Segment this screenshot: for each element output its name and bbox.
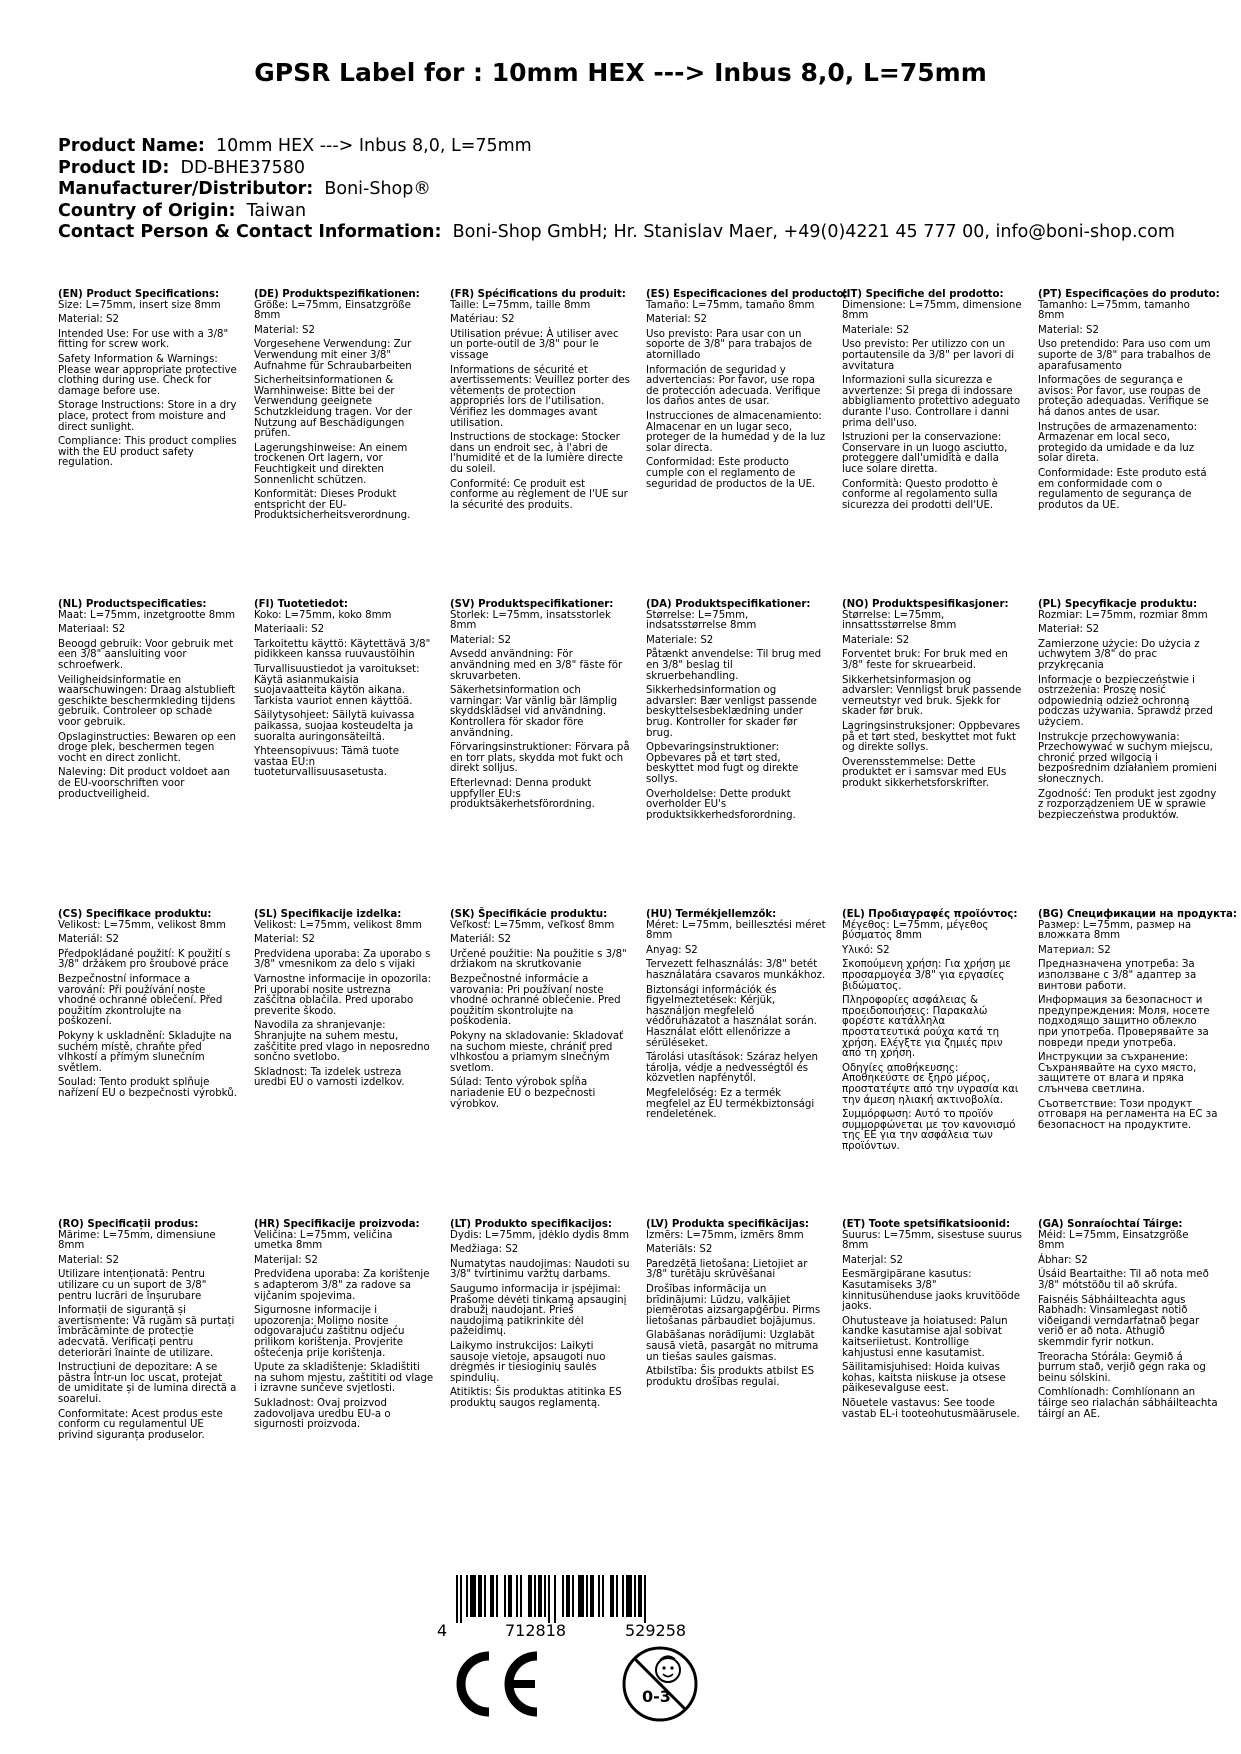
spec-paragraph: Σκοπούμενη χρήση: Για χρήση με προσαρμογέα 3/8" για εργασίες βιδώματος. bbox=[842, 959, 1011, 992]
spec-paragraph: Faisnéis Sábháilteachta agus Rabhadh: Vinsamlegast notið viðeigandi verndarfatnað þegar verið er að nota. Athugið skemmdir fyrir notkun. bbox=[1038, 1294, 1200, 1348]
spec-section-fr bbox=[450, 290, 630, 515]
contact-label: Contact Person & Contact Information: bbox=[58, 222, 442, 242]
spec-section-heading: (LV) Produkta specifikācijas: bbox=[646, 1219, 809, 1230]
barcode-bar bbox=[626, 1575, 632, 1617]
age-range-label: 0-3 bbox=[642, 1687, 671, 1706]
spec-section-hu bbox=[646, 910, 826, 1125]
spec-paragraph: Предназначена употреба: За използване с 3/8" адаптер за винтови работи. bbox=[1038, 959, 1197, 992]
spec-section-heading: (ES) Especificaciones del producto: bbox=[646, 289, 848, 300]
spec-paragraph: Dydis: L=75mm, įdėklo dydis 8mm bbox=[450, 1229, 630, 1241]
spec-paragraph: Opslaginstructies: Bewaren op een droge plek, beschermen tegen vocht en direct zonlicht. bbox=[58, 731, 236, 764]
label-title: GPSR Label for : 10mm HEX ---> Inbus 8,0, L=75mm bbox=[254, 58, 987, 87]
spec-paragraph: Conformité: Ce produit est conforme au règlement de l'UE sur la sécurité des produits. bbox=[450, 478, 628, 511]
spec-paragraph: Säilitamisjuhised: Hoida kuivas kohas, kaitsta niiskuse ja otsese päikesevalguse eest. bbox=[842, 1362, 1006, 1395]
barcode-digits-right: 529258 bbox=[625, 1621, 687, 1640]
spec-paragraph: Atitiktis: Šis produktas atitinka ES produktų saugos reglamentą. bbox=[450, 1387, 622, 1409]
spec-paragraph: Určené použitie: Na použitie s 3/8" držiakom na skrutkovanie bbox=[450, 948, 627, 971]
spec-paragraph: Méret: L=75mm, beillesztési méret 8mm bbox=[646, 919, 826, 942]
spec-paragraph: Instruções de armazenamento: Armazenar em local seco, protegido da umidade e da luz solar direta. bbox=[1038, 421, 1198, 465]
spec-paragraph: Predviđena uporaba: Za korištenje s adapterom 3/8" za radove sa vijčanim spojevima. bbox=[254, 1269, 430, 1302]
spec-paragraph: Größe: L=75mm, Einsatzgröße 8mm bbox=[254, 299, 411, 322]
spec-section-no bbox=[842, 600, 1022, 794]
spec-paragraph: Matériau: S2 bbox=[450, 314, 515, 326]
spec-paragraph: Material: S2 bbox=[254, 324, 316, 336]
spec-paragraph: Størrelse: L=75mm, indsatsstørrelse 8mm bbox=[646, 609, 757, 632]
spec-paragraph: Veličina: L=75mm, veličina umetka 8mm bbox=[254, 1229, 393, 1252]
spec-paragraph: Sicherheitsinformationen & Warnhinweise: Bitte bei der Verwendung geeignete Schutzkleidung tragen. Vor der Nutzung auf Beschädigungen prüfen. bbox=[254, 375, 413, 440]
spec-section-de bbox=[254, 290, 434, 526]
spec-paragraph: Информация за безопасност и предупреждения: Моля, носете подходящо защитно облекло при употреба. Проверявайте за повреди преди употреба. bbox=[1038, 995, 1210, 1049]
spec-paragraph: Veľkosť: L=75mm, veľkosť 8mm bbox=[450, 919, 615, 931]
spec-paragraph: Drošības informācija un brīdinājumi: Lūdzu, valkājiet piemērotas aizsargapģērbu. Pirms lietošanas pārbaudiet bojājumus. bbox=[646, 1283, 821, 1327]
spec-paragraph: Saugumo informacija ir įspėjimai: Prašome dėvėti tinkamą apsauginį drabužį naudojant. Prieš naudojimą patikrinkite dėl pažeidimų. bbox=[450, 1283, 627, 1338]
spec-paragraph: Información de seguridad y advertencias: Por favor, use ropa de protección adecuada. Verifique los daños antes de usar. bbox=[646, 364, 821, 408]
spec-paragraph: Uso previsto: Para usar con un soporte de 3/8" para trabajos de atornillado bbox=[646, 328, 813, 361]
spec-section-heading: (PT) Especificações do produto: bbox=[1038, 289, 1220, 300]
spec-paragraph: Avsedd användning: För användning med en 3/8" fäste för skruvarbeten. bbox=[450, 649, 623, 682]
spec-paragraph: Predvidena uporaba: Za uporabo s 3/8" vmesnikom za delo s vijaki bbox=[254, 948, 431, 971]
barcode-bar bbox=[638, 1575, 642, 1617]
country-label: Country of Origin: bbox=[58, 200, 236, 221]
barcode-bar bbox=[456, 1575, 458, 1623]
manufacturer-label: Manufacturer/Distributor: bbox=[58, 179, 314, 199]
spec-paragraph: Материал: S2 bbox=[1038, 944, 1111, 956]
spec-paragraph: Předpokládané použití: K použití s 3/8" držákem pro šroubové práce bbox=[58, 948, 231, 971]
spec-paragraph: Overensstemmelse: Dette produktet er i samsvar med EUs produkt sikkerhetsforskrifter. bbox=[842, 756, 1007, 789]
barcode-bar bbox=[598, 1575, 600, 1617]
spec-paragraph: Numatytas naudojimas: Naudoti su 3/8" tvirtinimu varžtų darbams. bbox=[450, 1258, 630, 1281]
spec-paragraph: Instrucțiuni de depozitare: A se păstra într-un loc uscat, protejat de umiditate și de lumina directă a soarelui. bbox=[58, 1362, 237, 1405]
barcode-bar bbox=[484, 1575, 486, 1617]
spec-section-heading: (RO) Specificații produs: bbox=[58, 1219, 199, 1230]
spec-paragraph: Eesmärgipärane kasutus: Kasutamiseks 3/8" kinnitusühenduse jaoks kruvitööde jaoks. bbox=[842, 1269, 1020, 1313]
spec-section-heading: (DA) Produktspecifikationer: bbox=[646, 599, 811, 610]
spec-section-el bbox=[842, 910, 1022, 1156]
spec-paragraph: Glabāšanas norādījumi: Uzglabāt sausā vietā, pasargāt no mitruma un tiešas saules gaismas. bbox=[646, 1330, 819, 1363]
spec-section-es bbox=[646, 289, 848, 494]
spec-paragraph: Informações de segurança e avisos: Por favor, use roupas de proteção adequadas. Verifique se há danos antes de usar. bbox=[1038, 375, 1209, 418]
barcode-bar bbox=[644, 1575, 646, 1623]
spec-section-heading: (IT) Specifiche del prodotto: bbox=[842, 289, 1004, 300]
spec-section-lv bbox=[646, 1220, 826, 1392]
barcode-bar bbox=[616, 1575, 618, 1617]
spec-paragraph: Lagringsinstruksjoner: Oppbevares på et tørt sted, beskyttet mot fukt og direkte sollys. bbox=[842, 720, 1021, 754]
barcode-bar bbox=[478, 1575, 482, 1617]
spec-paragraph: Material: S2 bbox=[58, 314, 120, 326]
spec-paragraph: Efterlevnad: Denna produkt uppfyller EU:s produktsäkerhetsförordning. bbox=[450, 777, 595, 811]
spec-paragraph: Materijal: S2 bbox=[254, 1254, 318, 1266]
spec-paragraph: Istruzioni per la conservazione: Conservare in un luogo asciutto, proteggere dall'umidità e dalla luce solare diretta. bbox=[842, 432, 1008, 475]
spec-paragraph: Pokyny na skladovanie: Skladovať na suchom mieste, chrániť pred vlhkosťou a priamym slnečným svetlom. bbox=[450, 1030, 624, 1074]
spec-paragraph: Veiligheidsinformatie en waarschuwingen: Draag alstublieft geschikte beschermkleding tijdens gebruik. Controleer op schade voor gebruik. bbox=[58, 674, 236, 728]
barcode-bar bbox=[562, 1575, 564, 1617]
spec-section-pt bbox=[1038, 290, 1218, 515]
barcode-bar bbox=[538, 1575, 542, 1617]
spec-paragraph: Konformität: Dieses Produkt entspricht der EU-Produktsicherheitsverordnung. bbox=[254, 489, 411, 522]
barcode-bar bbox=[554, 1575, 556, 1623]
spec-paragraph: Инструкции за съхранение: Съхранявайте на сухо място, защитете от влага и пряка слънчева светлина. bbox=[1038, 1052, 1197, 1095]
spec-paragraph: Upute za skladištenje: Skladištiti na suhom mjestu, zaštititi od vlage i izravne sunčeve svjetlosti. bbox=[254, 1362, 434, 1395]
spec-section-heading: (SL) Specifikacije izdelka: bbox=[254, 909, 402, 920]
spec-section-en bbox=[58, 290, 238, 473]
spec-section-et bbox=[842, 1220, 1022, 1424]
spec-section-pl bbox=[1038, 600, 1218, 825]
spec-section-fi bbox=[254, 600, 434, 783]
spec-paragraph: Opbevaringsinstruktioner: Opbevares på et tørt sted, beskyttet mod fugt og direkte sollys. bbox=[646, 742, 799, 785]
barcode-bar bbox=[496, 1575, 498, 1617]
spec-paragraph: Rozmiar: L=75mm, rozmiar 8mm bbox=[1038, 609, 1208, 621]
barcode-bar bbox=[548, 1575, 550, 1623]
spec-paragraph: Material: S2 bbox=[254, 934, 316, 946]
spec-paragraph: Material: S2 bbox=[450, 634, 512, 646]
spec-section-heading: (ET) Toote spetsifikatsioonid: bbox=[842, 1219, 1011, 1230]
spec-section-heading: (FI) Tuotetiedot: bbox=[254, 599, 348, 610]
spec-paragraph: Tervezett felhasználás: 3/8" betét használatára csavaros munkákhoz. bbox=[646, 959, 826, 981]
spec-paragraph: Maat: L=75mm, inzetgrootte 8mm bbox=[58, 609, 236, 621]
barcode-bar bbox=[470, 1575, 476, 1617]
country-value: Taiwan bbox=[246, 200, 307, 221]
spec-paragraph: Materiał: S2 bbox=[1038, 624, 1100, 636]
spec-paragraph: Velikost: L=75mm, velikost 8mm bbox=[254, 919, 422, 931]
spec-section-heading: (FR) Spécifications du produit: bbox=[450, 289, 626, 300]
spec-paragraph: Μέγεθος: L=75mm, μέγεθος βύσματος 8mm bbox=[842, 919, 989, 942]
spec-section-it bbox=[842, 290, 1022, 515]
spec-paragraph: Megfelelőség: Ez a termék megfelel az EU termékbiztonsági rendeletének. bbox=[646, 1087, 815, 1121]
spec-section-heading: (NO) Produktspesifikasjoner: bbox=[842, 599, 1009, 610]
spec-paragraph: Informations de sécurité et avertissements: Veuillez porter des vêtements de protection appropriés lors de l'utilisation. Vérifiez les dommages avant utilisation. bbox=[450, 364, 630, 429]
spec-paragraph: Bezpečnostní informace a varování: Při používání noste vhodné ochranné oblečení. Před použitím zkontrolujte na poškození. bbox=[58, 973, 223, 1028]
spec-paragraph: Méid: L=75mm, Einsatzgröße 8mm bbox=[1038, 1229, 1189, 1252]
spec-paragraph: Conformità: Questo prodotto è conforme al regolamento sulla sicurezza dei prodotti dell'UE. bbox=[842, 478, 998, 511]
spec-paragraph: Informații de siguranță și avertismente: Vă rugăm să purtați îmbrăcăminte de protecție adecvată. Verificați pentru deteriorări înainte de utilizare. bbox=[58, 1305, 235, 1359]
spec-paragraph: Naleving: Dit product voldoet aan de EU-voorschriften voor productveiligheid. bbox=[58, 767, 230, 800]
spec-paragraph: Υλικό: S2 bbox=[842, 944, 890, 956]
spec-section-ro bbox=[58, 1220, 238, 1445]
barcode-bar bbox=[516, 1575, 518, 1617]
spec-section-sk bbox=[450, 910, 630, 1114]
spec-paragraph: Intended Use: For use with a 3/8" fitting for screw work. bbox=[58, 328, 229, 351]
spec-paragraph: Съответствие: Този продукт отговаря на регламента на ЕС за безопасност на продуктите. bbox=[1038, 1098, 1218, 1131]
spec-paragraph: Instructions de stockage: Stocker dans un endroit sec, à l'abri de l'humidité et de la lumière directe du soleil. bbox=[450, 432, 624, 475]
barcode-bar bbox=[602, 1575, 604, 1617]
spec-paragraph: Sigurnosne informacije i upozorenja: Molimo nosite odgovarajuću zaštitnu odjeću prilikom korištenja. Provjerite oštećenja prije korištenja. bbox=[254, 1305, 405, 1359]
spec-paragraph: Material: S2 bbox=[1038, 324, 1100, 336]
spec-section-cs bbox=[58, 910, 238, 1104]
spec-paragraph: Biztonsági információk és figyelmeztetések: Kérjük, használjon megfelelő védőruházatot a használat során. Használat előtt ellenőrizze a sérüléseket. bbox=[646, 984, 817, 1049]
spec-paragraph: Paredzētā lietošana: Lietojiet ar 3/8" turētāju skrūvēšanai bbox=[646, 1258, 808, 1281]
spec-paragraph: Tamaño: L=75mm, tamaño 8mm bbox=[646, 299, 815, 311]
spec-paragraph: Skladnost: Ta izdelek ustreza uredbi EU o varnosti izdelkov. bbox=[254, 1066, 405, 1089]
spec-paragraph: Conformitate: Acest produs este conform cu regulamentul UE privind siguranța produselor. bbox=[58, 1408, 223, 1441]
spec-paragraph: Förvaringsinstruktioner: Förvara på en torr plats, skydda mot fukt och direkt solljus. bbox=[450, 742, 630, 775]
spec-paragraph: Forventet bruk: For bruk med en 3/8" feste for skruearbeid. bbox=[842, 649, 1008, 671]
barcode-bar bbox=[634, 1575, 636, 1617]
product-id-row bbox=[58, 158, 1208, 180]
spec-paragraph: Izmērs: L=75mm, izmērs 8mm bbox=[646, 1229, 804, 1241]
barcode-bars bbox=[456, 1575, 724, 1623]
spec-paragraph: Instrukcje przechowywania: Przechowywać w suchym miejscu, chronić przed wilgocią i bezpośrednim działaniem promieni słonecznych. bbox=[1038, 731, 1217, 785]
spec-paragraph: Zgodność: Ten produkt jest zgodny z rozporządzeniem UE w sprawie bezpieczeństwa produktów. bbox=[1038, 788, 1217, 821]
spec-section-hr bbox=[254, 1220, 434, 1435]
spec-section-nl bbox=[58, 600, 238, 804]
product-info bbox=[58, 136, 1208, 244]
spec-paragraph: Sikkerhetsinformasjon og advarsler: Vennligst bruk passende verneutstyr ved bruk. Sjekk for skader før bruk. bbox=[842, 674, 1022, 718]
spec-paragraph: Påtænkt anvendelse: Til brug med en 3/8" beslag til skruerbehandling. bbox=[646, 649, 822, 682]
spec-section-sl bbox=[254, 910, 434, 1093]
spec-paragraph: Sikkerhedsinformation og advarsler: Bær venligst passende beskyttelsesbeklædning under brug. Kontroller for skader før brug. bbox=[646, 685, 817, 739]
spec-paragraph: Lagerungshinweise: An einem trockenen Ort lagern, vor Feuchtigkeit und direkten Sonnenlicht schützen. bbox=[254, 442, 408, 486]
spec-paragraph: Material: S2 bbox=[58, 1254, 120, 1266]
spec-section-heading: (CS) Specifikace produktu: bbox=[58, 909, 212, 920]
spec-section-heading: (HR) Specifikacije proizvoda: bbox=[254, 1219, 420, 1230]
product-id-value: DD-BHE37580 bbox=[180, 157, 306, 178]
spec-paragraph: Ohutusteave ja hoiatused: Palun kandke kasutamise ajal sobivat kaitseriietust. Kontrollige kahjustusi enne kasutamist. bbox=[842, 1315, 1008, 1359]
spec-section-heading: (NL) Productspecificaties: bbox=[58, 599, 207, 610]
spec-paragraph: Materiál: S2 bbox=[450, 934, 512, 946]
spec-paragraph: Tamanho: L=75mm, tamanho 8mm bbox=[1038, 299, 1190, 322]
spec-section-heading: (BG) Спецификации на продукта: bbox=[1038, 909, 1237, 920]
spec-paragraph: Informacje o bezpieczeństwie i ostrzeżenia: Proszę nosić odpowiednią odzież ochronną podczas używania. Sprawdź przed użyciem. bbox=[1038, 674, 1213, 728]
barcode-bar bbox=[504, 1575, 506, 1617]
spec-paragraph: Conformidade: Este produto está em conformidade com o regulamento de segurança de produtos da UE. bbox=[1038, 467, 1207, 511]
barcode-bar bbox=[490, 1575, 494, 1617]
spec-section-ga bbox=[1038, 1220, 1218, 1424]
spec-paragraph: Treoracha Stórála: Geymið á þurrum stað, verjið gegn raka og beinu sólskini. bbox=[1038, 1351, 1206, 1384]
spec-paragraph: Tárolási utasítások: Száraz helyen tárolja, védje a nedvességtől és közvetlen napfénytől. bbox=[646, 1052, 818, 1085]
spec-paragraph: Nõuetele vastavus: See toode vastab EL-i tooteohutusmäärusele. bbox=[842, 1397, 1020, 1420]
spec-paragraph: Sukladnost: Ovaj proizvod zadovoljava uredbu EU-a o sigurnosti proizvoda. bbox=[254, 1397, 391, 1431]
spec-paragraph: Materiale: S2 bbox=[842, 324, 910, 336]
spec-paragraph: Overholdelse: Dette produkt overholder EU's produktsikkerhedsforordning. bbox=[646, 788, 796, 821]
spec-paragraph: Material: S2 bbox=[646, 314, 708, 326]
barcode-bar bbox=[566, 1575, 570, 1617]
spec-paragraph: Materjal: S2 bbox=[842, 1254, 904, 1266]
spec-paragraph: Conformidad: Este producto cumple con el reglamento de seguridad de productos de la UE. bbox=[646, 457, 816, 490]
product-name-label: Product Name: bbox=[58, 136, 205, 156]
spec-section-heading: (DE) Produktspezifikationen: bbox=[254, 289, 420, 300]
barcode-bar bbox=[544, 1575, 546, 1617]
spec-paragraph: Suurus: L=75mm, sisestuse suurus 8mm bbox=[842, 1229, 1022, 1252]
spec-section-heading: (LT) Produkto specifikacijos: bbox=[450, 1219, 612, 1230]
spec-paragraph: Velikost: L=75mm, velikost 8mm bbox=[58, 919, 226, 931]
spec-paragraph: Zamierzone użycie: Do użycia z uchwytem 3/8" do prac przykręcania bbox=[1038, 638, 1200, 671]
barcode-bar bbox=[586, 1575, 588, 1617]
spec-paragraph: Utilizare intenționată: Pentru utilizare cu un suport de 3/8" pentru lucrări de înșurubare bbox=[58, 1269, 207, 1302]
spec-paragraph: Súlad: Tento výrobok spĺňa nariadenie EÚ o bezpečnosti výrobkov. bbox=[450, 1077, 596, 1110]
barcode-bar bbox=[520, 1575, 522, 1617]
spec-paragraph: Συμμόρφωση: Αυτό το προϊόν συμμορφώνεται με τον κανονισμό της ΕΕ για την ασφάλεια των προϊόντων. bbox=[842, 1109, 1016, 1152]
spec-section-heading: (SV) Produktspecifikationer: bbox=[450, 599, 614, 610]
manufacturer-value: Boni-Shop® bbox=[324, 179, 431, 199]
barcode-digit-prefix: 4 bbox=[437, 1621, 448, 1640]
contact-row bbox=[58, 222, 1208, 244]
barcode-bar bbox=[534, 1575, 536, 1617]
spec-paragraph: Materiale: S2 bbox=[646, 634, 714, 646]
spec-paragraph: Utilisation prévue: À utiliser avec un porte-outil de 3/8" pour le vissage bbox=[450, 328, 619, 361]
contact-value: Boni-Shop GmbH; Hr. Stanislav Maer, +49(0)4221 45 777 00, info@boni-shop.com bbox=[452, 222, 1175, 242]
spec-paragraph: Taille: L=75mm, taille 8mm bbox=[450, 299, 591, 311]
spec-paragraph: Varnostne informacije in opozorila: Pri uporabi nosite ustrezna zaščitna oblačila. Pred uporabo preverite škodo. bbox=[254, 973, 431, 1017]
barcode-bar bbox=[460, 1575, 462, 1623]
spec-paragraph: Yhteensopivuus: Tämä tuote vastaa EU:n tuoteturvallisuusasetusta. bbox=[254, 746, 400, 779]
spec-paragraph: Materiaali: S2 bbox=[254, 624, 325, 636]
spec-paragraph: Uso pretendido: Para uso com um suporte de 3/8" para trabalhos de aparafusamento bbox=[1038, 339, 1211, 372]
spec-paragraph: Säkerhetsinformation och varningar: Var vänlig bär lämplig skyddsklädsel vid användning. Kontrollera för skador före användning. bbox=[450, 685, 618, 739]
barcode-bar bbox=[508, 1575, 512, 1617]
spec-paragraph: Materiāls: S2 bbox=[646, 1244, 713, 1256]
barcode-digits-left: 712818 bbox=[505, 1621, 567, 1640]
spec-paragraph: Storlek: L=75mm, insatsstorlek 8mm bbox=[450, 609, 611, 632]
spec-paragraph: Soulad: Tento produkt splňuje nařízení EU o bezpečnosti výrobků. bbox=[58, 1077, 237, 1099]
spec-paragraph: Bezpečnostné informácie a varovania: Pri používaní noste vhodné ochranné oblečenie. Pred použitím skontrolujte na poškodenia. bbox=[450, 973, 621, 1028]
not-for-children-0-3-icon bbox=[620, 1644, 700, 1724]
spec-paragraph: Atbilstība: Šis produkts atbilst ES produktu drošības regulai. bbox=[646, 1366, 815, 1388]
spec-paragraph: Ábhar: S2 bbox=[1038, 1254, 1088, 1266]
spec-paragraph: Informazioni sulla sicurezza e avvertenze: Si prega di indossare abbigliamento protettivo adeguato durante l'uso. Controllare i danni prima dell'uso. bbox=[842, 375, 1021, 429]
spec-paragraph: Laikymo instrukcijos: Laikyti sausoje vietoje, apsaugoti nuo drėgmės ir tiesioginių saulės spindulių. bbox=[450, 1340, 606, 1384]
spec-paragraph: Οδηγίες αποθήκευσης: Αποθηκεύστε σε ξηρό μέρος, προστατέψτε από την υγρασία και την άμεση ηλιακή ακτινοβολία. bbox=[842, 1062, 1019, 1106]
spec-paragraph: Turvallisuustiedot ja varoitukset: Käytä asianmukaisia suojavaatteita käytön aikana. Tarkista vauriot ennen käyttöä. bbox=[254, 663, 420, 707]
spec-section-heading: (GA) Sonraíochtaí Táirge: bbox=[1038, 1219, 1183, 1230]
spec-paragraph: Anyag: S2 bbox=[646, 944, 698, 956]
spec-paragraph: Compliance: This product complies with the EU product safety regulation. bbox=[58, 436, 237, 469]
barcode-bar bbox=[622, 1575, 624, 1617]
barcode-bar bbox=[572, 1575, 574, 1617]
spec-paragraph: Instrucciones de almacenamiento: Almacenar en un lugar seco, proteger de la humedad y de la luz solar directa. bbox=[646, 410, 826, 454]
spec-section-heading: (SK) Špecifikácie produktu: bbox=[450, 909, 608, 920]
spec-section-heading: (PL) Specyfikacje produktu: bbox=[1038, 599, 1198, 610]
barcode-bar bbox=[466, 1575, 468, 1617]
spec-paragraph: Comhlíonadh: Comhlíonann an táirge seo rialachán sábháilteachta táirgí an AE. bbox=[1038, 1387, 1218, 1420]
spec-paragraph: Storage Instructions: Store in a dry place, protect from moisture and direct sunlight. bbox=[58, 400, 237, 433]
barcode-bar bbox=[590, 1575, 594, 1617]
country-row bbox=[58, 201, 1208, 223]
spec-section-heading: (EL) Προδιαγραφές προϊόντος: bbox=[842, 909, 1018, 920]
spec-paragraph: Materiaal: S2 bbox=[58, 624, 126, 636]
spec-paragraph: Navodila za shranjevanje: Shranjujte na suhem mestu, zaščitite pred vlago in neposredno sončno svetlobo. bbox=[254, 1020, 430, 1064]
product-name-row bbox=[58, 136, 1208, 158]
product-id-label: Product ID: bbox=[58, 157, 170, 178]
manufacturer-row bbox=[58, 179, 1208, 201]
spec-paragraph: Beoogd gebruik: Voor gebruik met een 3/8" aansluiting voor schroefwerk. bbox=[58, 638, 234, 671]
spec-section-bg bbox=[1038, 909, 1237, 1135]
spec-paragraph: Materiale: S2 bbox=[842, 634, 910, 646]
spec-paragraph: Vorgesehene Verwendung: Zur Verwendung mit einer 3/8" Aufnahme für Schraubarbeiten bbox=[254, 339, 412, 372]
spec-section-da bbox=[646, 600, 826, 825]
spec-paragraph: Uso previsto: Per utilizzo con un portautensile da 3/8" per lavori di avvitatura bbox=[842, 339, 1015, 372]
ce-mark-icon bbox=[449, 1650, 543, 1718]
product-name-value: 10mm HEX ---> Inbus 8,0, L=75mm bbox=[216, 136, 532, 156]
spec-section-sv bbox=[450, 600, 630, 815]
spec-paragraph: Säilytysohjeet: Säilytä kuivassa paikassa, suojaa kosteudelta ja suoralta auringonsäteiltä. bbox=[254, 710, 415, 743]
spec-paragraph: Úsáid Beartaithe: Til að nota með 3/8" mótstöðu til að skrúfa. bbox=[1038, 1269, 1209, 1291]
barcode-bar bbox=[578, 1575, 584, 1617]
spec-section-heading: (EN) Product Specifications: bbox=[58, 289, 220, 300]
barcode-bar bbox=[528, 1575, 532, 1617]
spec-paragraph: Dimensione: L=75mm, dimensione 8mm bbox=[842, 299, 1022, 322]
barcode-bar bbox=[610, 1575, 614, 1617]
spec-paragraph: Pokyny k uskladnění: Skladujte na suchém místě, chraňte před vlhkostí a přímým slunečním světlem. bbox=[58, 1030, 232, 1074]
spec-section-lt bbox=[450, 1220, 630, 1414]
spec-paragraph: Medžiaga: S2 bbox=[450, 1244, 519, 1256]
spec-paragraph: Tarkoitettu käyttö: Käytettävä 3/8" pidikkeen kanssa ruuvaustöihin bbox=[254, 638, 431, 661]
spec-section-heading: (HU) Termékjellemzők: bbox=[646, 909, 777, 920]
spec-paragraph: Størrelse: L=75mm, innsattsstørrelse 8mm bbox=[842, 609, 957, 632]
spec-paragraph: Размер: L=75mm, размер на вложката 8mm bbox=[1038, 919, 1192, 942]
spec-paragraph: Size: L=75mm, insert size 8mm bbox=[58, 299, 221, 311]
spec-paragraph: Koko: L=75mm, koko 8mm bbox=[254, 609, 392, 621]
barcode bbox=[425, 1575, 745, 1645]
spec-paragraph: Mărime: L=75mm, dimensiune 8mm bbox=[58, 1229, 216, 1252]
spec-paragraph: Materiál: S2 bbox=[58, 934, 120, 946]
spec-paragraph: Πληροφορίες ασφάλειας & προειδοποιήσεις: Παρακαλώ φορέστε κατάλληλα προστατευτικά ρούχα κατά τη χρήση. Ελέγξτε για ζημιές πριν από τη χρήση. bbox=[842, 995, 1003, 1060]
spec-paragraph: Safety Information & Warnings: Please wear appropriate protective clothing during use. Check for damage before use. bbox=[58, 353, 237, 397]
